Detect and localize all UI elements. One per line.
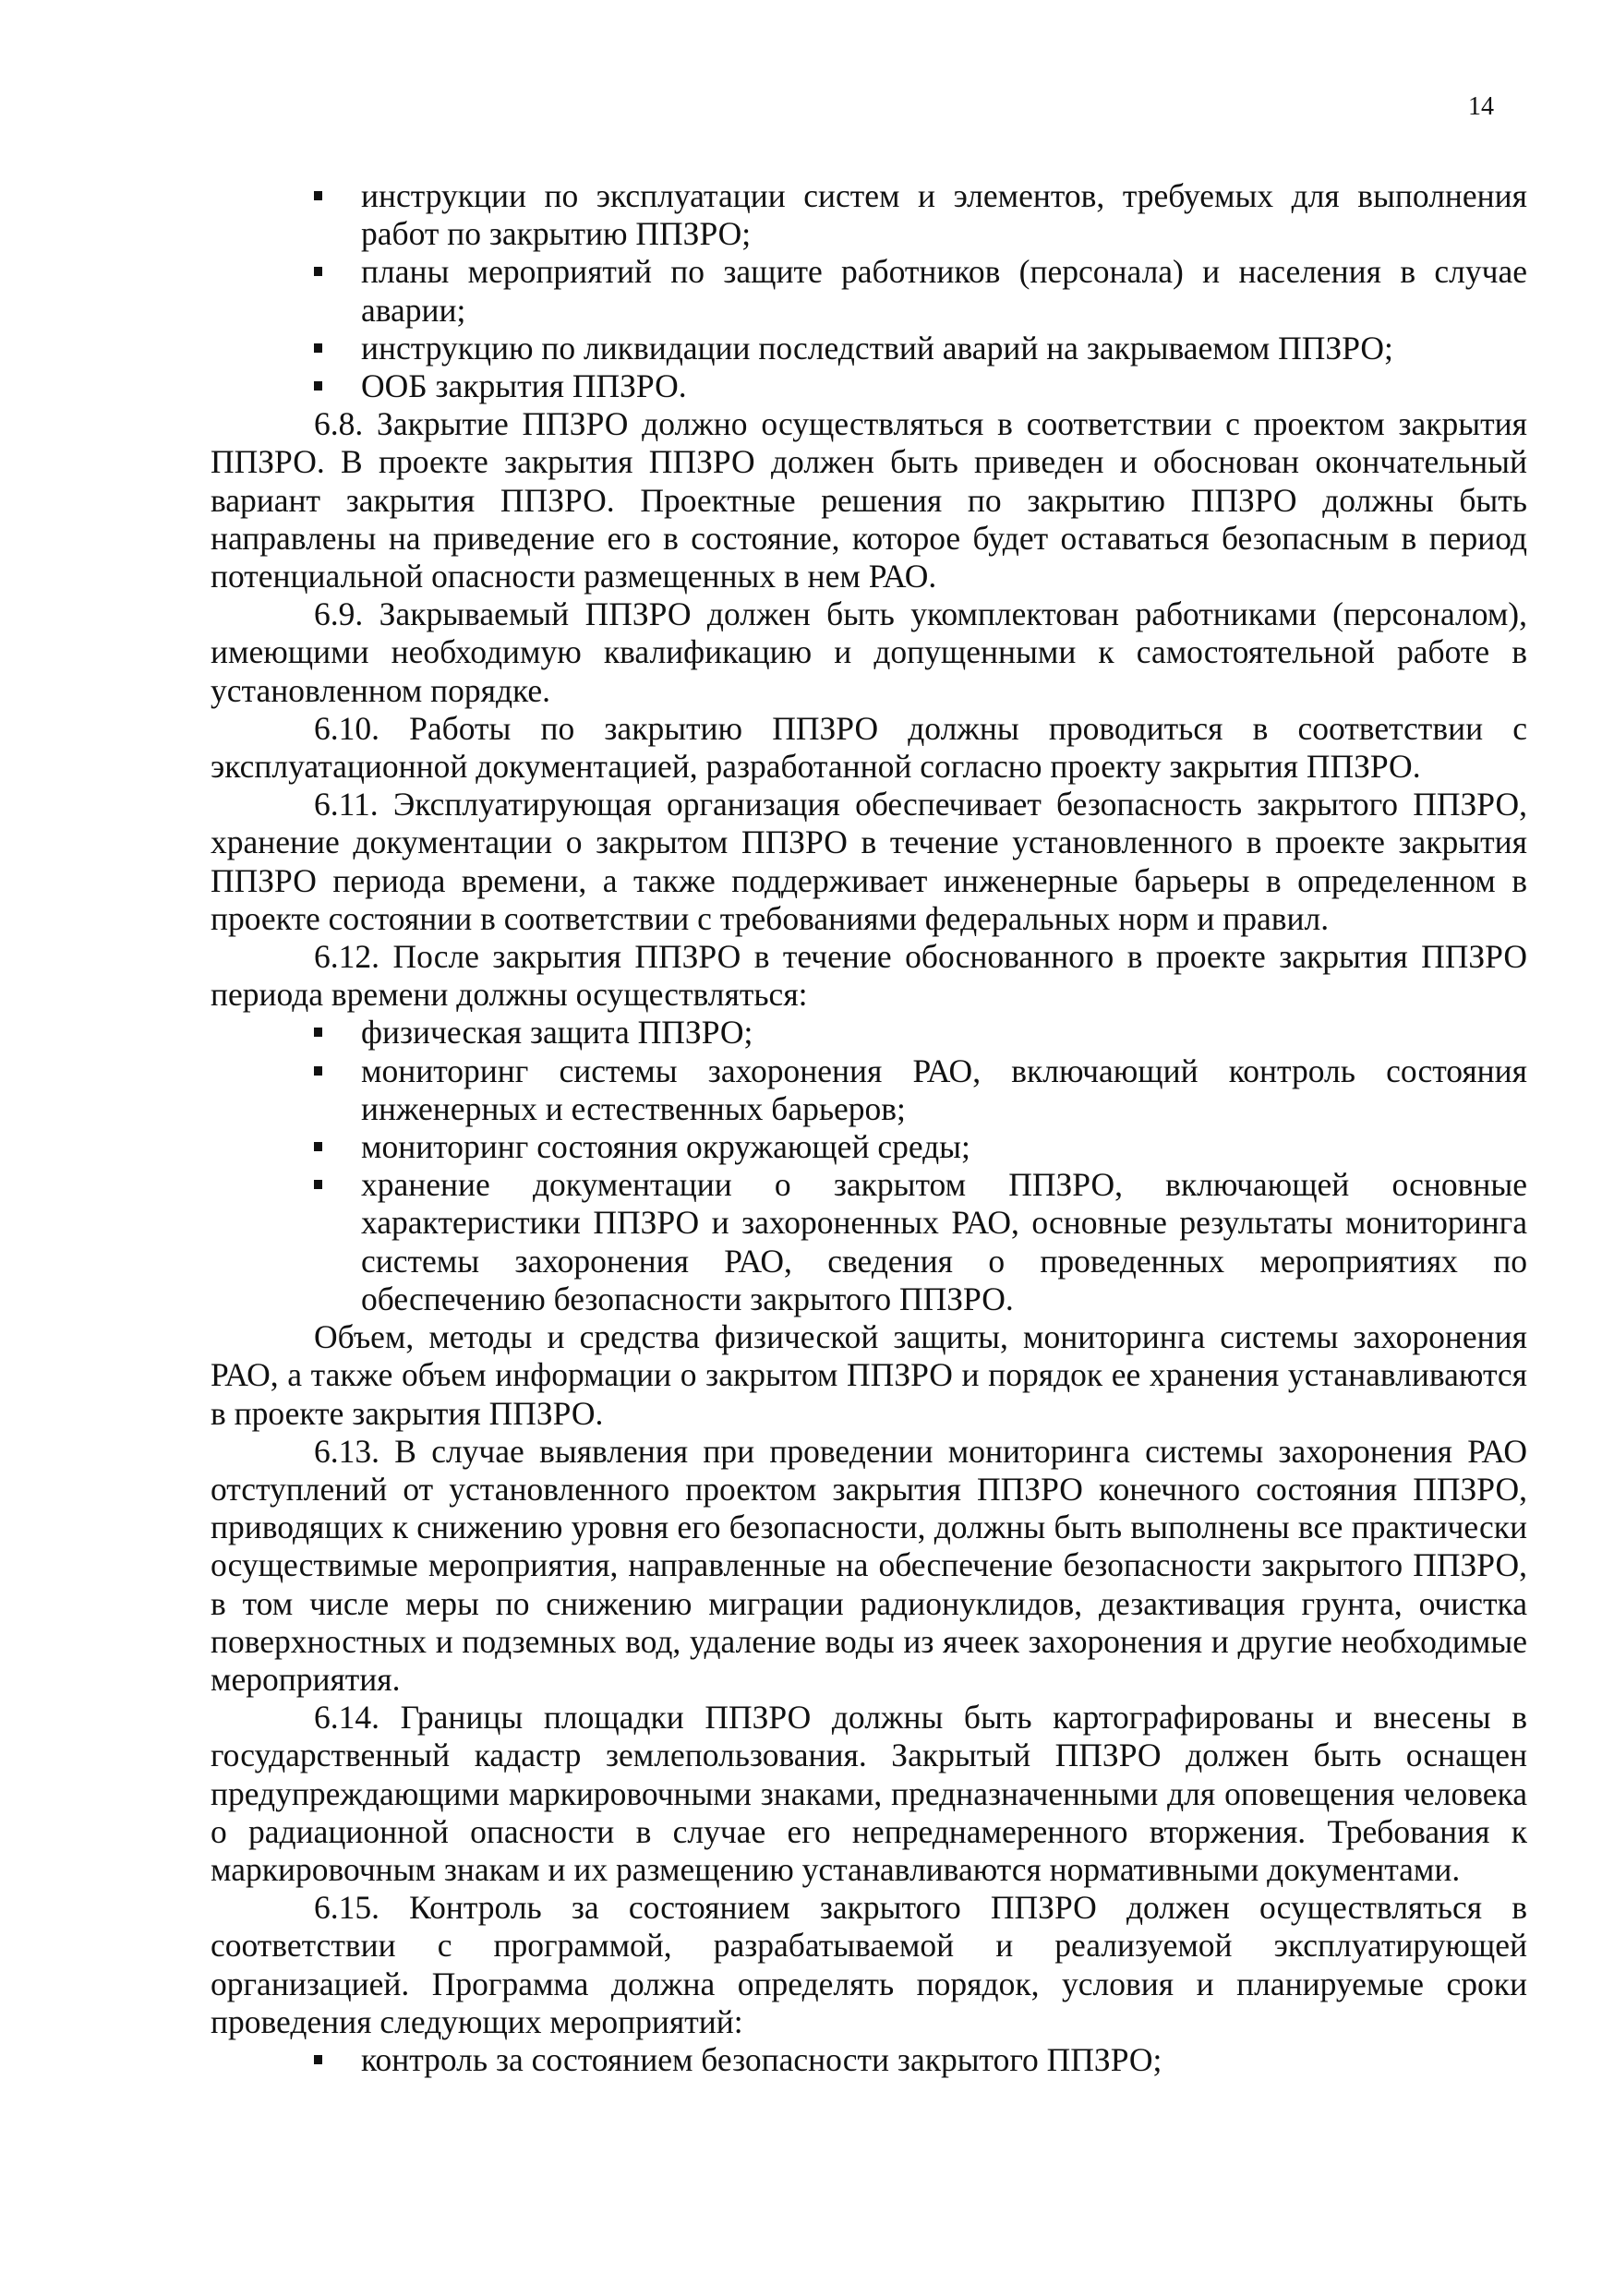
list-item <box>211 2041 1527 2079</box>
document-body <box>211 177 1527 2079</box>
paragraph-6-13: 6.13. В случае выявления при проведении мониторинга системы захоронения РАО отступлений от установленного проектом закрытия ППЗРО конечного состояния ППЗРО, приводящих к снижению уровня его безопасности, должны быть выполнены все практически осуществимые мероприятия, направленные на обеспечение безопасности закрытого ППЗРО, в том числе меры по снижению миграции радионуклидов, дезактивация грунта, очистка поверхностных и подземных вод, удаление воды из ячеек захоронения и другие необходимые мероприятия. <box>211 1432 1527 1698</box>
paragraph-6-11: 6.11. Эксплуатирующая организация обеспечивает безопасность закрытого ППЗРО, хранение документации о закрытом ППЗРО в течение установленного в проекте закрытия ППЗРО периода времени, а также поддерживает инженерные барьеры в определенном в проекте состоянии в соответствии с требованиями федеральных норм и правил. <box>211 786 1527 937</box>
paragraph-6-12: 6.12. После закрытия ППЗРО в течение обоснованного в проекте закрытия ППЗРО периода времени должны осуществляться: <box>211 938 1527 1014</box>
bullet-list-control <box>211 2041 1527 2079</box>
list-item <box>211 330 1527 367</box>
list-item <box>211 253 1527 329</box>
list-item <box>211 1166 1527 1318</box>
list-item <box>211 1014 1527 1052</box>
list-item-text: инструкции по эксплуатации систем и элементов, требуемых для выполнения работ по закрытию ППЗРО; <box>361 177 1527 253</box>
page-number: 14 <box>1468 92 1494 121</box>
list-item <box>211 1052 1527 1128</box>
list-item-text: контроль за состоянием безопасности закрытого ППЗРО; <box>361 2040 1162 2078</box>
list-item-text: планы мероприятий по защите работников (персонала) и населения в случае аварии; <box>361 253 1527 329</box>
bullet-square-icon <box>314 1180 322 1189</box>
paragraph-volume: Объем, методы и средства физической защиты, мониторинга системы захоронения РАО, а также объем информации о закрытом ППЗРО и порядок ее хранения устанавливаются в проекте закрытия ППЗРО. <box>211 1318 1527 1432</box>
list-item-text: физическая защита ППЗРО; <box>361 1014 753 1052</box>
list-item-text: инструкцию по ликвидации последствий аварий на закрываемом ППЗРО; <box>361 329 1393 367</box>
bullet-square-icon <box>314 1142 322 1151</box>
list-item-text: мониторинг системы захоронения РАО, включающий контроль состояния инженерных и естественных барьеров; <box>361 1052 1527 1127</box>
list-item <box>211 367 1527 405</box>
list-item-text: ООБ закрытия ППЗРО. <box>361 367 687 405</box>
bullet-list-post-closure <box>211 1014 1527 1318</box>
paragraph-6-14: 6.14. Границы площадки ППЗРО должны быть картографированы и внесены в государственный кадастр землепользования. Закрытый ППЗРО должен быть оснащен предупреждающими маркировочными знаками, предназначенными для оповещения человека о радиационной опасности в случае его непреднамеренного вторжения. Требования к маркировочным знакам и их размещению устанавливаются нормативными документами. <box>211 1699 1527 1888</box>
list-item <box>211 177 1527 253</box>
bullet-square-icon <box>314 1066 322 1076</box>
paragraph-6-10: 6.10. Работы по закрытию ППЗРО должны проводиться в соответствии с эксплуатационной документацией, разработанной согласно проекту закрытия ППЗРО. <box>211 709 1527 786</box>
bullet-square-icon <box>314 343 322 353</box>
paragraph-6-8: 6.8. Закрытие ППЗРО должно осуществляться в соответствии с проектом закрытия ППЗРО. В проекте закрытия ППЗРО должен быть приведен и обоснован окончательный вариант закрытия ППЗРО. Проектные решения по закрытию ППЗРО должны быть направлены на приведение его в состояние, которое будет оставаться безопасным в период потенциальной опасности размещенных в нем РАО. <box>211 405 1527 595</box>
paragraph-6-15: 6.15. Контроль за состоянием закрытого ППЗРО должен осуществляться в соответствии с программой, разрабатываемой и реализуемой эксплуатирующей организацией. Программа должна определять порядок, условия и планируемые сроки проведения следующих мероприятий: <box>211 1889 1527 2040</box>
bullet-square-icon <box>314 381 322 391</box>
bullet-square-icon <box>314 2055 322 2064</box>
bullet-square-icon <box>314 191 322 200</box>
bullet-square-icon <box>314 267 322 276</box>
bullet-list-documents <box>211 177 1527 405</box>
bullet-square-icon <box>314 1028 322 1037</box>
list-item-text: хранение документации о закрытом ППЗРО, включающей основные характеристики ППЗРО и захороненных РАО, основные результаты мониторинга системы захоронения РАО, сведения о проведенных мероприятиях по обеспечению безопасности закрытого ППЗРО. <box>361 1166 1527 1317</box>
paragraph-6-9: 6.9. Закрываемый ППЗРО должен быть укомплектован работниками (персоналом), имеющими необходимую квалификацию и допущенными к самостоятельной работе в установленном порядке. <box>211 595 1527 709</box>
list-item <box>211 1128 1527 1166</box>
list-item-text: мониторинг состояния окружающей среды; <box>361 1128 970 1166</box>
